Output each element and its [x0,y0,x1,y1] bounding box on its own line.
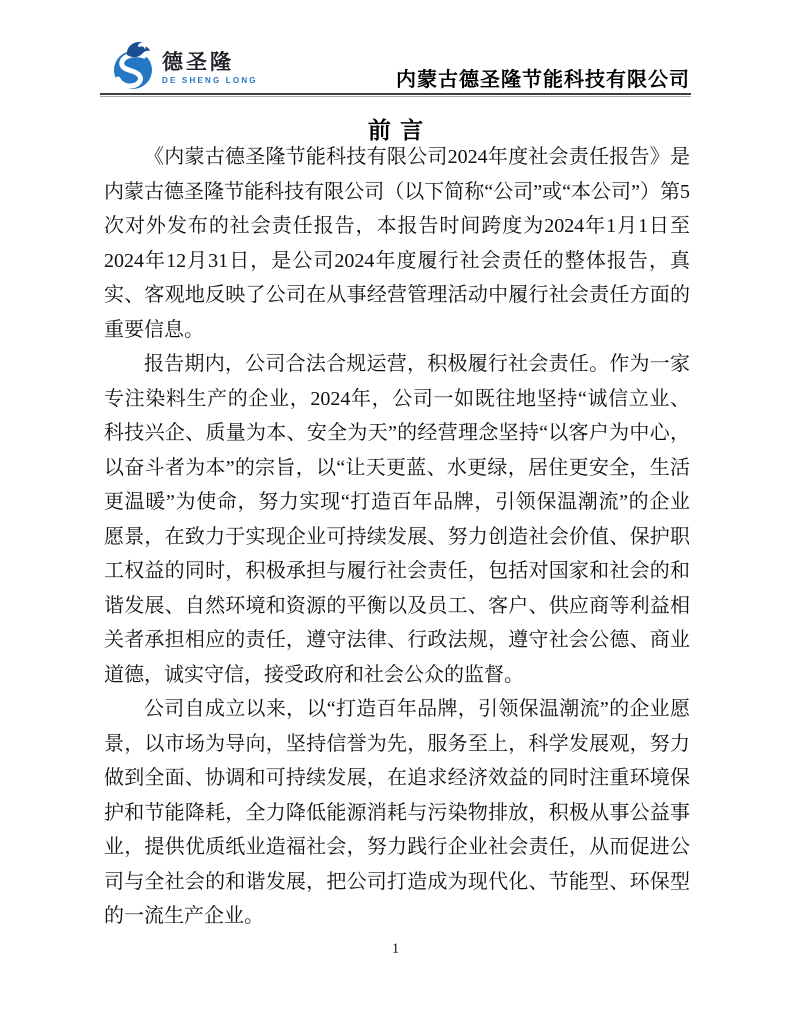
company-name: 内蒙古德圣隆节能科技有限公司 [396,69,690,91]
logo-name-chinese: 德圣隆 [162,51,234,74]
logo-text [162,52,258,85]
paragraph-3: 公司自成立以来，以“打造百年品牌，引领保温潮流”的企业愿景，以市场为导向，坚持信誉为先，服务至上，科学发展观，努力做到全面、协调和可持续发展，在追求经济效益的同时注重环境保护和节能降耗，全力降低能源消耗与污染物排放，积极从事公益事业，提供优质纸业造福社会，努力践行企业社会责任，从而促进公司与全社会的和谐发展，把公司打造成为现代化、节能型、环保型的一流生产企业。 [104,698,690,927]
dragon-s-logo-icon [113,39,157,91]
logo-name-english: DE SHENG LONG [162,76,258,85]
paragraph-2: 报告期内，公司合法合规运营，积极履行社会责任。作为一家专注染料生产的企业，2024年，公司一如既往地坚持“诚信立业、科技兴企、质量为本、安全为天”的经营理念坚持“以客户为中心，以奋斗者为本”的宗旨，以“让天更蓝、水更绿，居住更安全，生活更温暖”为使命，努力实现“打造百年品牌，引领保温潮流”的企业愿景，在致力于实现企业可持续发展、努力创造社会价值、保护职工权益的同时，积极承担与履行社会责任，包括对国家和社会的和谐发展、自然环境和资源的平衡以及员工、客户、供应商等利益相关者承担相应的责任，遵守法律、行政法规，遵守社会公德、商业道德，诚实守信，接受政府和社会公众的监督。 [104,353,690,686]
page-number: 1 [391,941,400,957]
document-body [104,140,690,934]
company-logo [113,39,258,91]
header-rule [100,93,691,97]
page-title: 前言 [367,118,433,144]
paragraph-1: 《内蒙古德圣隆节能科技有限公司2024年度社会责任报告》是内蒙古德圣隆节能科技有限公司（以下简称“公司”或“本公司”）第5次对外发布的社会责任报告，本报告时间跨度为2024年1月1日至2024年12月31日，是公司2024年度履行社会责任的整体报告，真实、客观地反映了公司在从事经营管理活动中履行社会责任方面的重要信息。 [104,146,690,341]
